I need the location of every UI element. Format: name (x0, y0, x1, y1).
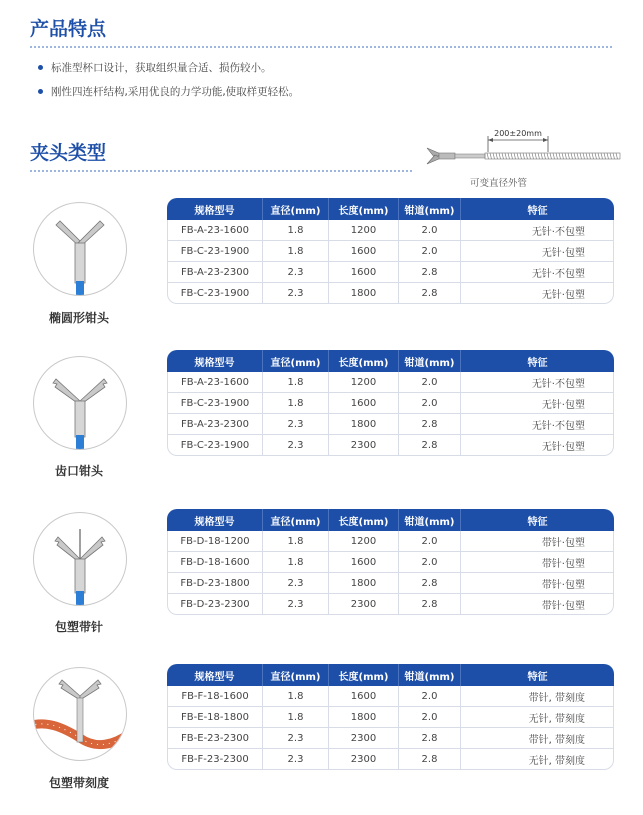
tube-coil-line (526, 153, 528, 159)
spec-table (167, 350, 614, 456)
table-cell: 2.0 (399, 241, 461, 262)
table-cell: 2.8 (399, 414, 461, 435)
features-divider (30, 46, 612, 48)
table-cell: FB-A-23-2300 (167, 414, 263, 435)
tube-coil-line (580, 153, 582, 159)
tube-coil-line (568, 153, 570, 159)
table-row (167, 573, 614, 594)
table-row (167, 220, 614, 241)
column-header: 直径(mm) (263, 509, 329, 531)
table-cell: 带针·包塑 (461, 573, 614, 594)
tube-coil-line (517, 153, 519, 159)
table-row (167, 414, 614, 435)
table-cell: 1600 (329, 686, 399, 707)
tube-coil-line (547, 153, 549, 159)
tube-coil-line (586, 153, 588, 159)
tube-coil-line (538, 153, 540, 159)
table-cell: 1.8 (263, 531, 329, 552)
table-cell: 带针, 带刻度 (461, 728, 614, 749)
table-cell: 带针·包塑 (461, 594, 614, 615)
table-row (167, 262, 614, 283)
table-cell: 1.8 (263, 552, 329, 573)
tube-coil-line (511, 153, 513, 159)
table-cell: 2.8 (399, 435, 461, 456)
table-cell: 2.0 (399, 686, 461, 707)
table-cell: 2300 (329, 435, 399, 456)
column-header: 长度(mm) (329, 198, 399, 220)
column-header: 特征 (461, 664, 614, 686)
table-row (167, 372, 614, 393)
bullet-icon (38, 65, 43, 70)
tube-coil-line (535, 153, 537, 159)
tube-caption: 可变直径外管 (470, 178, 528, 189)
tube-coil-line (601, 153, 603, 159)
feature-text: 刚性四连杆结构,采用优良的力学功能,使取样更轻松。 (51, 86, 300, 98)
column-header: 规格型号 (167, 198, 263, 220)
tube-coil-line (592, 153, 594, 159)
table-cell: 1200 (329, 531, 399, 552)
table-cell: 2.3 (263, 414, 329, 435)
table-cell: FB-C-23-1900 (167, 241, 263, 262)
clamp-name: 包塑带刻度 (48, 776, 109, 790)
table-cell: 2300 (329, 728, 399, 749)
tube-coil-line (502, 153, 504, 159)
tube-coil-line (577, 153, 579, 159)
clamp-image-toothed (33, 356, 127, 450)
clamp-image-oval (33, 202, 127, 296)
feature-item (38, 60, 272, 75)
table-cell: 带针·包塑 (461, 552, 614, 573)
spec-table (167, 664, 614, 770)
table-cell: 无针·不包塑 (461, 220, 614, 241)
column-header: 特征 (461, 350, 614, 372)
table-row (167, 241, 614, 262)
clamp-types-title: 夹头类型 (30, 142, 107, 164)
table-cell: 无针·不包塑 (461, 262, 614, 283)
table-cell: 2.3 (263, 435, 329, 456)
clamp-name: 椭圆形钳头 (48, 311, 109, 325)
table-cell: 1.8 (263, 686, 329, 707)
column-header: 规格型号 (167, 664, 263, 686)
tube-coil-line (490, 153, 492, 159)
feature-text: 标准型杯口设计，获取组织量合适、损伤较小。 (51, 62, 272, 74)
tube-coil-line (514, 153, 516, 159)
tube-coil-line (607, 153, 609, 159)
table-cell: FB-D-18-1600 (167, 552, 263, 573)
tube-coil-line (508, 153, 510, 159)
tube-coil-line (562, 153, 564, 159)
table-cell: 2.0 (399, 393, 461, 414)
table-row (167, 594, 614, 615)
tube-coil-line (595, 153, 597, 159)
tube-coil-line (520, 153, 522, 159)
tube-coil-line (589, 153, 591, 159)
table-cell: 2300 (329, 749, 399, 770)
table-cell: FB-A-23-1600 (167, 372, 263, 393)
column-header: 规格型号 (167, 350, 263, 372)
column-header: 直径(mm) (263, 350, 329, 372)
bullet-icon (38, 89, 43, 94)
table-cell: 2.0 (399, 372, 461, 393)
table-cell: 1600 (329, 393, 399, 414)
tube-coil-line (610, 153, 612, 159)
table-cell: 无针·包塑 (461, 283, 614, 304)
table-row (167, 728, 614, 749)
spec-table (167, 198, 614, 304)
column-header: 长度(mm) (329, 350, 399, 372)
tube-coil-line (544, 153, 546, 159)
table-cell: 无针, 带刻度 (461, 707, 614, 728)
table-cell: 无针·包塑 (461, 393, 614, 414)
table-cell: FB-C-23-1900 (167, 393, 263, 414)
table-cell: 1600 (329, 241, 399, 262)
table-row (167, 552, 614, 573)
table-cell: 带针, 带刻度 (461, 686, 614, 707)
column-header: 长度(mm) (329, 664, 399, 686)
table-cell: FB-F-18-1600 (167, 686, 263, 707)
table-cell: 2.8 (399, 262, 461, 283)
table-cell: 2.3 (263, 283, 329, 304)
table-cell: FB-D-23-2300 (167, 594, 263, 615)
tube-coil-line (553, 153, 555, 159)
table-cell: FB-C-23-1900 (167, 283, 263, 304)
table-row (167, 283, 614, 304)
tube-coil-line (604, 153, 606, 159)
table-cell: FB-E-18-1800 (167, 707, 263, 728)
table-cell: 2.3 (263, 728, 329, 749)
table-row (167, 393, 614, 414)
table-cell: 无针·包塑 (461, 241, 614, 262)
table-cell: FB-E-23-2300 (167, 728, 263, 749)
tube-dimension-label: 200±20mm (494, 129, 542, 138)
table-cell: 1800 (329, 573, 399, 594)
table-cell: 带针·包塑 (461, 531, 614, 552)
table-cell: 2.8 (399, 283, 461, 304)
table-cell: 2.8 (399, 573, 461, 594)
table-cell: 2.8 (399, 749, 461, 770)
table-cell: 2.3 (263, 749, 329, 770)
feature-item (38, 84, 299, 99)
table-cell: FB-D-18-1200 (167, 531, 263, 552)
table-cell: 1.8 (263, 220, 329, 241)
tube-coil-line (529, 153, 531, 159)
table-row (167, 531, 614, 552)
table-row (167, 749, 614, 770)
tube-coil-line (598, 153, 600, 159)
column-header: 特征 (461, 509, 614, 531)
tube-coil-line (487, 153, 489, 159)
tube-coil-line (583, 153, 585, 159)
table-cell: 1600 (329, 262, 399, 283)
tube-coil-line (550, 153, 552, 159)
tube-coil-line (499, 153, 501, 159)
tube-coil-line (505, 153, 507, 159)
tube-coil-line (532, 153, 534, 159)
table-cell: 1.8 (263, 241, 329, 262)
table-cell: FB-A-23-2300 (167, 262, 263, 283)
column-header: 钳道(mm) (399, 664, 461, 686)
table-cell: 2.0 (399, 707, 461, 728)
table-cell: 2.3 (263, 262, 329, 283)
tube-coil-line (565, 153, 567, 159)
table-cell: 2.3 (263, 594, 329, 615)
tube-coil-line (571, 153, 573, 159)
table-cell: FB-F-23-2300 (167, 749, 263, 770)
table-cell: 无针·不包塑 (461, 372, 614, 393)
spec-table (167, 509, 614, 615)
table-cell: 2.8 (399, 728, 461, 749)
clamp-image-scaled (33, 667, 127, 761)
column-header: 特征 (461, 198, 614, 220)
table-cell: 1800 (329, 414, 399, 435)
table-cell: 2.8 (399, 594, 461, 615)
table-cell: 1200 (329, 372, 399, 393)
table-cell: 1200 (329, 220, 399, 241)
table-header-row (167, 198, 614, 220)
table-header-row (167, 509, 614, 531)
table-row (167, 435, 614, 456)
clamp-name: 齿口钳头 (54, 464, 103, 478)
table-cell: 1800 (329, 707, 399, 728)
column-header: 钳道(mm) (399, 198, 461, 220)
table-row (167, 707, 614, 728)
tube-coil-line (493, 153, 495, 159)
table-header-row (167, 350, 614, 372)
table-cell: FB-C-23-1900 (167, 435, 263, 456)
table-cell: 2.0 (399, 531, 461, 552)
column-header: 钳道(mm) (399, 350, 461, 372)
features-title: 产品特点 (30, 18, 107, 40)
table-cell: 2300 (329, 594, 399, 615)
table-cell: FB-A-23-1600 (167, 220, 263, 241)
tube-coil-line (496, 153, 498, 159)
tube-coil-line (556, 153, 558, 159)
table-cell: 2.3 (263, 573, 329, 594)
column-header: 钳道(mm) (399, 509, 461, 531)
table-cell: 1600 (329, 552, 399, 573)
table-cell: 无针·包塑 (461, 435, 614, 456)
tube-coil-line (616, 153, 618, 159)
clamp-name: 包塑带针 (54, 620, 103, 634)
table-cell: 1.8 (263, 707, 329, 728)
table-cell: 2.0 (399, 220, 461, 241)
column-header: 直径(mm) (263, 198, 329, 220)
table-cell: 无针, 带刻度 (461, 749, 614, 770)
table-cell: 2.0 (399, 552, 461, 573)
table-cell: 1800 (329, 283, 399, 304)
tube-coil-line (574, 153, 576, 159)
column-header: 长度(mm) (329, 509, 399, 531)
table-header-row (167, 664, 614, 686)
clamp-image-needle (33, 512, 127, 606)
tube-coil-line (523, 153, 525, 159)
table-cell: 1.8 (263, 372, 329, 393)
table-cell: 无针·不包塑 (461, 414, 614, 435)
tube-coil-line (613, 153, 615, 159)
column-header: 规格型号 (167, 509, 263, 531)
tube-coil-line (559, 153, 561, 159)
table-row (167, 686, 614, 707)
column-header: 直径(mm) (263, 664, 329, 686)
tube-coil-line (541, 153, 543, 159)
clamp-types-divider (30, 170, 412, 172)
table-cell: 1.8 (263, 393, 329, 414)
table-cell: FB-D-23-1800 (167, 573, 263, 594)
